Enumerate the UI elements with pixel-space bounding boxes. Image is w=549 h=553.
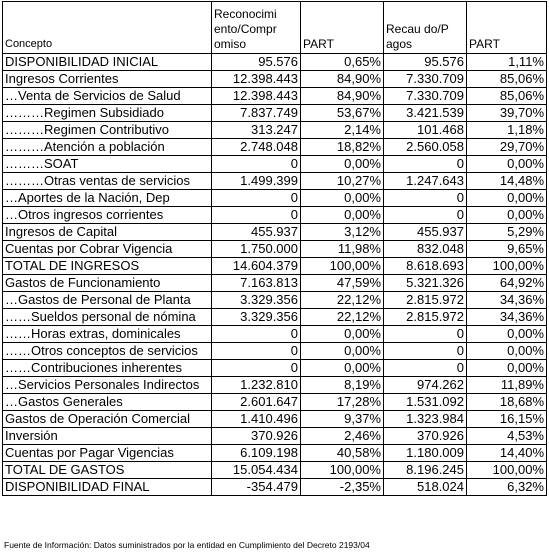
cell-recaudo: 0 — [384, 360, 467, 377]
cell-part1: 40,58% — [301, 445, 384, 462]
financial-table — [2, 1, 547, 496]
cell-part1: 0,65% — [301, 54, 384, 71]
table-row — [3, 479, 547, 496]
cell-reconocimiento: 0 — [212, 360, 301, 377]
cell-reconocimiento: 0 — [212, 156, 301, 173]
cell-part2: 0,00% — [467, 156, 547, 173]
cell-part1: 84,90% — [301, 88, 384, 105]
cell-concepto: …Venta de Servicios de Salud — [3, 88, 212, 105]
cell-reconocimiento: 313.247 — [212, 122, 301, 139]
table-row — [3, 360, 547, 377]
cell-part2: 0,00% — [467, 326, 547, 343]
cell-part1: 0,00% — [301, 207, 384, 224]
cell-reconocimiento: 12.398.443 — [212, 88, 301, 105]
cell-reconocimiento: 95.576 — [212, 54, 301, 71]
cell-recaudo: 2.815.972 — [384, 309, 467, 326]
cell-reconocimiento: 6.109.198 — [212, 445, 301, 462]
header-reconocimiento: Reconocimi ento/Compr omiso — [212, 2, 301, 54]
cell-reconocimiento: 1.410.496 — [212, 411, 301, 428]
cell-part1: 9,37% — [301, 411, 384, 428]
table-row — [3, 411, 547, 428]
cell-part1: 84,90% — [301, 71, 384, 88]
cell-part2: 64,92% — [467, 275, 547, 292]
table-row — [3, 462, 547, 479]
cell-reconocimiento: 15.054.434 — [212, 462, 301, 479]
cell-part1: 0,00% — [301, 343, 384, 360]
table-row — [3, 71, 547, 88]
cell-part2: 14,40% — [467, 445, 547, 462]
cell-recaudo: 974.262 — [384, 377, 467, 394]
cell-reconocimiento: -354.479 — [212, 479, 301, 496]
cell-reconocimiento: 455.937 — [212, 224, 301, 241]
cell-recaudo: 5.321.326 — [384, 275, 467, 292]
cell-recaudo: 3.421.539 — [384, 105, 467, 122]
cell-part2: 14,48% — [467, 173, 547, 190]
cell-part2: 39,70% — [467, 105, 547, 122]
cell-concepto: TOTAL DE GASTOS — [3, 462, 212, 479]
cell-reconocimiento: 1.232.810 — [212, 377, 301, 394]
cell-reconocimiento: 12.398.443 — [212, 71, 301, 88]
header-row — [3, 2, 547, 54]
cell-concepto: …Gastos Generales — [3, 394, 212, 411]
cell-recaudo: 1.531.092 — [384, 394, 467, 411]
cell-reconocimiento: 2.748.048 — [212, 139, 301, 156]
cell-reconocimiento: 1.499.399 — [212, 173, 301, 190]
cell-recaudo: 1.180.009 — [384, 445, 467, 462]
cell-concepto: ……Contribuciones inherentes — [3, 360, 212, 377]
cell-concepto: ……Otros conceptos de servicios — [3, 343, 212, 360]
financial-table-body — [3, 2, 547, 496]
cell-part1: 11,98% — [301, 241, 384, 258]
cell-part2: 0,00% — [467, 360, 547, 377]
cell-part2: 29,70% — [467, 139, 547, 156]
cell-part1: 17,28% — [301, 394, 384, 411]
cell-part2: 0,00% — [467, 343, 547, 360]
cell-part1: 47,59% — [301, 275, 384, 292]
header-concepto: Concepto — [3, 2, 212, 54]
cell-recaudo: 0 — [384, 156, 467, 173]
cell-reconocimiento: 370.926 — [212, 428, 301, 445]
cell-part2: 11,89% — [467, 377, 547, 394]
cell-recaudo: 2.560.058 — [384, 139, 467, 156]
cell-concepto: ………Regimen Contributivo — [3, 122, 212, 139]
cell-part2: 34,36% — [467, 309, 547, 326]
cell-concepto: Ingresos de Capital — [3, 224, 212, 241]
table-row — [3, 241, 547, 258]
cell-part1: 53,67% — [301, 105, 384, 122]
cell-part2: 9,65% — [467, 241, 547, 258]
cell-concepto: ………Regimen Subsidiado — [3, 105, 212, 122]
cell-part2: 100,00% — [467, 462, 547, 479]
table-row — [3, 88, 547, 105]
cell-concepto: ……Horas extras, dominicales — [3, 326, 212, 343]
cell-recaudo: 0 — [384, 207, 467, 224]
cell-concepto: ……Sueldos personal de nómina — [3, 309, 212, 326]
cell-recaudo: 370.926 — [384, 428, 467, 445]
header-part-recaudo: PART — [467, 2, 547, 54]
table-row — [3, 258, 547, 275]
cell-recaudo: 7.330.709 — [384, 88, 467, 105]
cell-part1: 18,82% — [301, 139, 384, 156]
cell-part2: 85,06% — [467, 71, 547, 88]
cell-part1: 22,12% — [301, 309, 384, 326]
cell-recaudo: 518.024 — [384, 479, 467, 496]
cell-part2: 18,68% — [467, 394, 547, 411]
cell-recaudo: 1.247.643 — [384, 173, 467, 190]
cell-reconocimiento: 0 — [212, 207, 301, 224]
header-part-reconocimiento: PART — [301, 2, 384, 54]
cell-part2: 34,36% — [467, 292, 547, 309]
cell-part1: 10,27% — [301, 173, 384, 190]
cell-concepto: Gastos de Operación Comercial — [3, 411, 212, 428]
table-row — [3, 394, 547, 411]
cell-concepto: DISPONIBILIDAD INICIAL — [3, 54, 212, 71]
cell-part1: 0,00% — [301, 326, 384, 343]
cell-recaudo: 0 — [384, 326, 467, 343]
cell-part2: 5,29% — [467, 224, 547, 241]
source-footnote: Fuente de Información: Datos suministrados por la entidad en Cumplimiento del Decreto 2193/04 — [4, 540, 370, 550]
table-row — [3, 292, 547, 309]
cell-part2: 100,00% — [467, 258, 547, 275]
cell-concepto: …Aportes de la Nación, Dep — [3, 190, 212, 207]
cell-part1: 0,00% — [301, 360, 384, 377]
table-row — [3, 190, 547, 207]
cell-reconocimiento: 2.601.647 — [212, 394, 301, 411]
table-row — [3, 377, 547, 394]
cell-concepto: TOTAL DE INGRESOS — [3, 258, 212, 275]
cell-reconocimiento: 0 — [212, 190, 301, 207]
cell-recaudo: 455.937 — [384, 224, 467, 241]
table-row — [3, 173, 547, 190]
cell-recaudo: 1.323.984 — [384, 411, 467, 428]
cell-concepto: Cuentas por Cobrar Vigencia — [3, 241, 212, 258]
cell-reconocimiento: 3.329.356 — [212, 309, 301, 326]
cell-reconocimiento: 0 — [212, 343, 301, 360]
cell-concepto: Ingresos Corrientes — [3, 71, 212, 88]
cell-part1: 2,14% — [301, 122, 384, 139]
cell-part2: 6,32% — [467, 479, 547, 496]
cell-recaudo: 101.468 — [384, 122, 467, 139]
cell-recaudo: 95.576 — [384, 54, 467, 71]
cell-part1: 100,00% — [301, 462, 384, 479]
cell-part2: 4,53% — [467, 428, 547, 445]
table-row — [3, 139, 547, 156]
cell-reconocimiento: 14.604.379 — [212, 258, 301, 275]
cell-part1: 8,19% — [301, 377, 384, 394]
table-row — [3, 309, 547, 326]
table-row — [3, 343, 547, 360]
cell-concepto: ………SOAT — [3, 156, 212, 173]
table-row — [3, 105, 547, 122]
cell-part2: 0,00% — [467, 207, 547, 224]
table-row — [3, 275, 547, 292]
cell-part1: 3,12% — [301, 224, 384, 241]
cell-concepto: …Otros ingresos corrientes — [3, 207, 212, 224]
cell-reconocimiento: 7.837.749 — [212, 105, 301, 122]
cell-part1: 100,00% — [301, 258, 384, 275]
cell-recaudo: 8.196.245 — [384, 462, 467, 479]
cell-reconocimiento: 1.750.000 — [212, 241, 301, 258]
cell-recaudo: 8.618.693 — [384, 258, 467, 275]
cell-part2: 16,15% — [467, 411, 547, 428]
cell-recaudo: 0 — [384, 343, 467, 360]
cell-reconocimiento: 7.163.813 — [212, 275, 301, 292]
table-row — [3, 428, 547, 445]
cell-part2: 1,18% — [467, 122, 547, 139]
cell-reconocimiento: 0 — [212, 326, 301, 343]
cell-concepto: …Gastos de Personal de Planta — [3, 292, 212, 309]
cell-recaudo: 832.048 — [384, 241, 467, 258]
cell-part1: 22,12% — [301, 292, 384, 309]
table-row — [3, 54, 547, 71]
table-row — [3, 122, 547, 139]
table-row — [3, 445, 547, 462]
cell-part1: 2,46% — [301, 428, 384, 445]
cell-recaudo: 2.815.972 — [384, 292, 467, 309]
cell-concepto: Gastos de Funcionamiento — [3, 275, 212, 292]
cell-part1: 0,00% — [301, 190, 384, 207]
header-recaudo: Recau do/P agos — [384, 2, 467, 54]
cell-concepto: ………Otras ventas de servicios — [3, 173, 212, 190]
cell-concepto: Cuentas por Pagar Vigencias — [3, 445, 212, 462]
cell-recaudo: 0 — [384, 190, 467, 207]
cell-concepto: Inversión — [3, 428, 212, 445]
cell-part2: 1,11% — [467, 54, 547, 71]
table-row — [3, 326, 547, 343]
cell-recaudo: 7.330.709 — [384, 71, 467, 88]
cell-part2: 0,00% — [467, 190, 547, 207]
table-row — [3, 207, 547, 224]
cell-part2: 85,06% — [467, 88, 547, 105]
cell-part1: 0,00% — [301, 156, 384, 173]
cell-part1: -2,35% — [301, 479, 384, 496]
cell-concepto: …Servicios Personales Indirectos — [3, 377, 212, 394]
cell-concepto: DISPONIBILIDAD FINAL — [3, 479, 212, 496]
table-row — [3, 224, 547, 241]
table-row — [3, 156, 547, 173]
cell-reconocimiento: 3.329.356 — [212, 292, 301, 309]
cell-concepto: ………Atención a población — [3, 139, 212, 156]
